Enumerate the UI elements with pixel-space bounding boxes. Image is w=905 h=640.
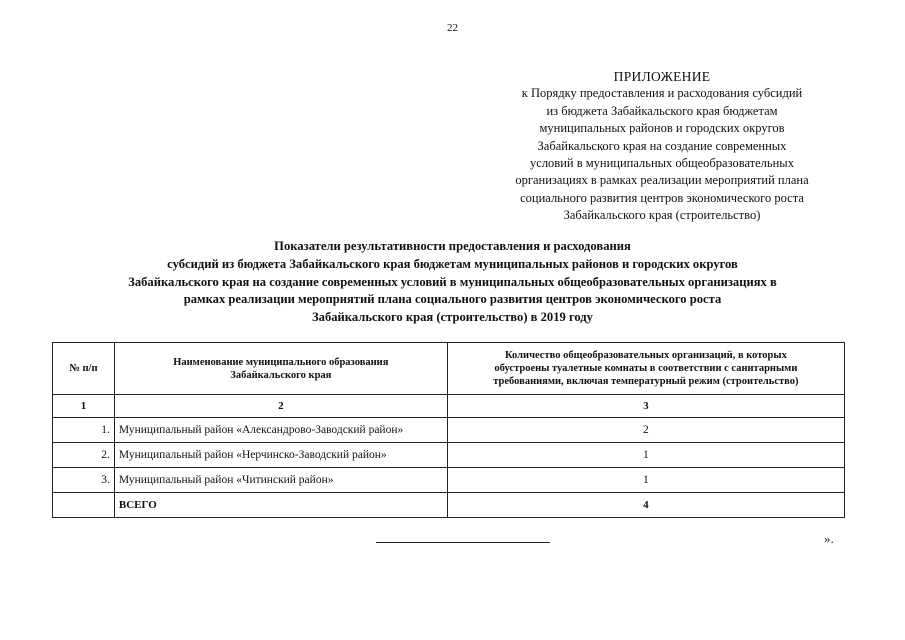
appendix-line: муниципальных районов и городских округов xyxy=(539,121,785,136)
appendix-block xyxy=(452,68,872,225)
column-index: 3 xyxy=(447,395,844,418)
municipality-name: Муниципальный район «Нерчинско-Заводский район» xyxy=(114,443,447,468)
table-row xyxy=(53,468,845,493)
table-header-row xyxy=(53,343,845,395)
appendix-line: Забайкальского края (строительство) xyxy=(563,208,761,223)
appendix-title: ПРИЛОЖЕНИЕ xyxy=(613,69,711,84)
total-count: 4 xyxy=(447,493,844,518)
column-index-row xyxy=(53,395,845,418)
title-line: Забайкальского края (строительство) в 2019 году xyxy=(312,310,593,325)
organization-count: 1 xyxy=(447,443,844,468)
document-title xyxy=(40,238,865,327)
title-line: Показатели результативности предоставления и расходования xyxy=(274,239,631,253)
organization-count: 2 xyxy=(447,418,844,443)
row-number: 2. xyxy=(53,443,115,468)
header-num: № п/п xyxy=(53,343,115,395)
appendix-line: из бюджета Забайкальского края бюджетам xyxy=(546,103,778,118)
total-row xyxy=(53,493,845,518)
column-index: 1 xyxy=(53,395,115,418)
header-name-line: Забайкальского края xyxy=(230,369,332,381)
table-row xyxy=(53,443,845,468)
title-line: рамках реализации мероприятий плана социального развития центров экономического роста xyxy=(183,292,722,307)
appendix-line: организациях в рамках реализации мероприятий плана xyxy=(515,173,809,188)
title-line: субсидий из бюджета Забайкальского края бюджетам муниципальных районов и городских округов xyxy=(167,256,738,271)
title-line: Забайкальского края на создание современных условий в муниципальных общеобразовательных организациях в xyxy=(128,274,777,289)
total-label: ВСЕГО xyxy=(114,493,447,518)
municipality-name: Муниципальный район «Александрово-Заводский район» xyxy=(114,418,447,443)
header-name xyxy=(114,343,447,395)
header-count-line: обустроены туалетные комнаты в соответствии с санитарными xyxy=(494,363,798,374)
appendix-line: к Порядку предоставления и расходования субсидий xyxy=(521,86,803,101)
page-number: 22 xyxy=(447,22,458,34)
column-index: 2 xyxy=(114,395,447,418)
results-table xyxy=(52,342,845,518)
table-row xyxy=(53,418,845,443)
organization-count: 1 xyxy=(447,468,844,493)
row-number: 1. xyxy=(53,418,115,443)
header-name-line: Наименование муниципального образования xyxy=(173,356,389,368)
municipality-name: Муниципальный район «Читинский район» xyxy=(114,468,447,493)
appendix-line: социального развития центров экономического роста xyxy=(520,190,804,205)
header-count-line: требованиями, включая температурный режим (строительство) xyxy=(493,376,799,387)
appendix-line: Забайкальского края на создание современных xyxy=(537,138,787,153)
closing-rule xyxy=(376,542,550,543)
closing-mark: ». xyxy=(824,531,834,546)
appendix-line: условий в муниципальных общеобразовательных xyxy=(530,156,794,171)
header-count xyxy=(447,343,844,395)
header-count-line: Количество общеобразовательных организаций, в которых xyxy=(504,350,787,361)
total-number xyxy=(53,493,115,518)
row-number: 3. xyxy=(53,468,115,493)
